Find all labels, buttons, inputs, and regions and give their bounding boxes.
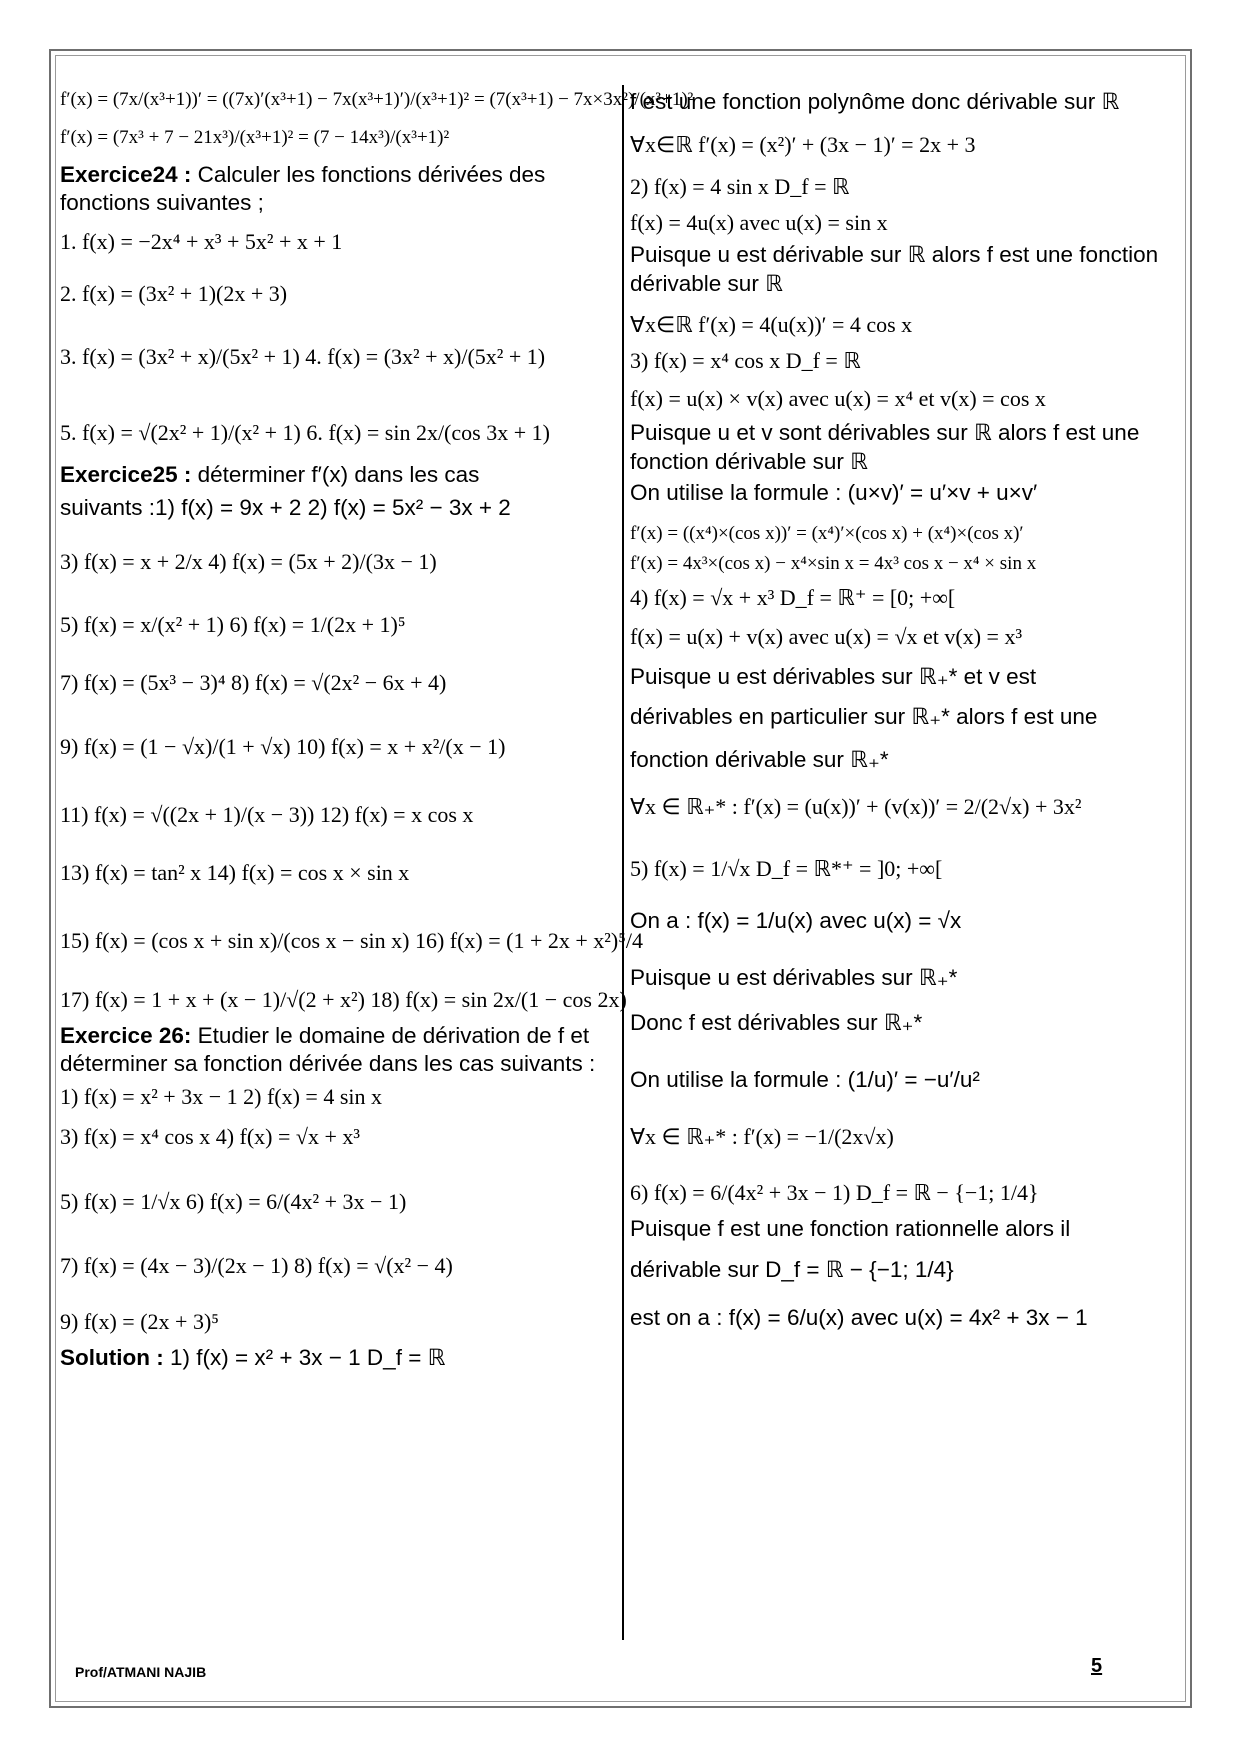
line-content: 1) f(x) = x² + 3x − 1 D_f = ℝ	[163, 1345, 446, 1371]
line-content: 4) f(x) = √x + x³ D_f = ℝ⁺ = [0; +∞[	[630, 585, 956, 611]
line-content: 5. f(x) = √(2x² + 1)/(x² + 1) 6. f(x) = sin 2x/(cos 3x + 1)	[60, 419, 550, 445]
line-content: f′(x) = 4x³×(cos x) − x⁴×sin x = 4x³ cos x − x⁴ × sin x	[630, 553, 1037, 575]
formula-line	[630, 522, 1182, 546]
formula-line	[60, 1252, 615, 1280]
line-content: 1. f(x) = −2x⁴ + x³ + 5x² + x + 1	[60, 229, 343, 255]
text-line	[630, 663, 1182, 692]
text-line	[630, 703, 1182, 732]
formula-line	[60, 801, 615, 829]
line-content: 7) f(x) = (4x − 3)/(2x − 1) 8) f(x) = √(x² − 4)	[60, 1252, 453, 1278]
formula-line	[60, 126, 615, 150]
line-content: Puisque f est une fonction rationnelle alors il	[630, 1215, 1071, 1241]
formula-line	[630, 793, 1182, 821]
formula-line	[630, 131, 1182, 159]
formula-line	[60, 419, 615, 447]
line-content: f′(x) = (7x³ + 7 − 21x³)/(x³+1)² = (7 − 14x³)/(x³+1)²	[60, 127, 450, 149]
line-content: f(x) = u(x) + v(x) avec u(x) = √x et v(x) = x³	[630, 623, 1023, 649]
formula-line	[630, 552, 1182, 576]
line-content: 1) f(x) = x² + 3x − 1 2) f(x) = 4 sin x	[60, 1084, 383, 1110]
text-line	[630, 1009, 1182, 1038]
line-content: 3. f(x) = (3x² + x)/(5x² + 1) 4. f(x) = (3x² + x)/(5x² + 1)	[60, 343, 546, 369]
formula-line	[60, 228, 615, 256]
text-line	[60, 494, 615, 523]
formula-line	[630, 855, 1182, 883]
line-content: f′(x) = ((x⁴)×(cos x))′ = (x⁴)′×(cos x) + (x⁴)×(cos x)′	[630, 522, 1024, 544]
formula-line	[630, 347, 1182, 375]
line-content: ∀x ∈ ℝ₊* : f′(x) = (u(x))′ + (v(x))′ = 2/(2√x) + 3x²	[630, 794, 1082, 820]
text-line	[630, 241, 1182, 299]
formula-line	[60, 280, 615, 308]
line-content: 9) f(x) = (1 − √x)/(1 + √x) 10) f(x) = x + x²/(x − 1)	[60, 733, 506, 759]
formula-line	[60, 343, 615, 371]
text-line	[630, 1304, 1182, 1333]
formula-line	[630, 209, 1182, 237]
line-content: suivants :1) f(x) = 9x + 2 2) f(x) = 5x² − 3x + 2	[60, 494, 511, 520]
line-content: Donc f est dérivables sur ℝ₊*	[630, 1009, 923, 1035]
exercise-heading: Solution :	[60, 1345, 164, 1371]
text-line	[630, 1066, 1182, 1095]
line-content: 2) f(x) = 4 sin x D_f = ℝ	[630, 173, 850, 199]
line-content: dérivables en particulier sur ℝ₊* alors f est une	[630, 704, 1098, 730]
line-content: Puisque u est dérivables sur ℝ₊*	[630, 965, 958, 991]
formula-line	[630, 173, 1182, 201]
formula-line	[60, 1308, 615, 1336]
formula-line	[60, 927, 643, 955]
line-content: f(x) = u(x) × v(x) avec u(x) = x⁴ et v(x) = cos x	[630, 386, 1046, 412]
text-line	[630, 907, 1182, 936]
line-content: 11) f(x) = √((2x + 1)/(x − 3)) 12) f(x) = x cos x	[60, 802, 474, 828]
text-line	[60, 1344, 615, 1373]
text-line	[630, 1256, 1182, 1285]
line-content: f′(x) = (7x/(x³+1))′ = ((7x)′(x³+1) − 7x(x³+1)′)/(x³+1)² = (7(x³+1) − 7x×3x²)/(x³+1)²	[60, 89, 694, 110]
line-content: Puisque u est dérivables sur ℝ₊* et v est	[630, 663, 1037, 689]
line-content: On a : f(x) = 1/u(x) avec u(x) = √x	[630, 908, 962, 934]
formula-line	[60, 548, 615, 576]
line-content: 17) f(x) = 1 + x + (x − 1)/√(2 + x²) 18) f(x) = sin 2x/(1 − cos 2x)	[60, 986, 627, 1012]
line-content: 3) f(x) = x⁴ cos x D_f = ℝ	[630, 348, 861, 374]
line-content: ∀x∈ℝ f′(x) = (x²)′ + (3x − 1)′ = 2x + 3	[630, 131, 976, 157]
formula-line	[630, 385, 1182, 413]
formula-line	[630, 584, 1182, 612]
line-content: Etudier le domaine de dérivation de f et déterminer sa fonction dérivée dans les cas suivants :	[60, 1022, 596, 1077]
line-content: dérivable sur D_f = ℝ − {−1; 1/4}	[630, 1256, 954, 1282]
text-line	[630, 746, 1182, 775]
formula-line	[60, 1123, 615, 1151]
line-content: 7) f(x) = (5x³ − 3)⁴ 8) f(x) = √(2x² − 6x + 4)	[60, 669, 447, 695]
line-content: 5) f(x) = 1/√x 6) f(x) = 6/(4x² + 3x − 1)	[60, 1188, 407, 1214]
text-line	[630, 419, 1182, 477]
formula-line	[630, 1179, 1182, 1207]
line-content: 5) f(x) = x/(x² + 1) 6) f(x) = 1/(2x + 1)⁵	[60, 611, 406, 637]
formula-line	[630, 311, 1182, 339]
right-column	[630, 88, 1182, 1333]
line-content: est on a : f(x) = 6/u(x) avec u(x) = 4x² + 3x − 1	[630, 1305, 1088, 1331]
formula-line	[60, 1083, 615, 1111]
line-content: déterminer f′(x) dans les cas	[191, 461, 480, 487]
line-content: 2. f(x) = (3x² + 1)(2x + 3)	[60, 281, 288, 307]
line-content: ∀x∈ℝ f′(x) = 4(u(x))′ = 4 cos x	[630, 311, 913, 337]
formula-line	[60, 669, 615, 697]
left-column	[60, 88, 694, 1373]
formula-line	[60, 1188, 615, 1216]
formula-line	[60, 733, 615, 761]
line-content: 5) f(x) = 1/√x D_f = ℝ*⁺ = ]0; +∞[	[630, 856, 943, 882]
line-content: Calculer les fonctions dérivées des fonctions suivantes ;	[60, 161, 546, 216]
text-line	[60, 1022, 615, 1080]
text-line	[630, 1215, 1182, 1244]
footer-author: Prof/ATMANI NAJIB	[75, 1664, 207, 1680]
line-content: 13) f(x) = tan² x 14) f(x) = cos x × sin x	[60, 860, 410, 886]
formula-line	[60, 986, 627, 1014]
line-content: On utilise la formule : (1/u)′ = −u′/u²	[630, 1066, 980, 1092]
line-content: 6) f(x) = 6/(4x² + 3x − 1) D_f = ℝ − {−1; 1/4}	[630, 1179, 1039, 1205]
exercise-heading: Exercice25 :	[60, 461, 192, 487]
exercise-heading: Exercice 26:	[60, 1022, 192, 1048]
text-line	[60, 461, 615, 490]
formula-line	[630, 1123, 1182, 1151]
line-content: f est une fonction polynôme donc dérivable sur ℝ	[630, 89, 1120, 114]
formula-line	[60, 88, 694, 112]
formula-line	[630, 623, 1182, 651]
column-divider	[622, 85, 624, 1640]
formula-line	[60, 859, 615, 887]
line-content: 15) f(x) = (cos x + sin x)/(cos x − sin x) 16) f(x) = (1 + 2x + x²)⁵/4	[60, 928, 643, 954]
page-number: 5	[1091, 1655, 1103, 1677]
formula-line	[60, 611, 615, 639]
line-content: 3) f(x) = x + 2/x 4) f(x) = (5x + 2)/(3x − 1)	[60, 549, 437, 575]
text-line	[630, 88, 1182, 117]
line-content: fonction dérivable sur ℝ₊*	[630, 747, 889, 773]
line-content: Puisque u est dérivable sur ℝ alors f est une fonction dérivable sur ℝ	[630, 242, 1159, 297]
line-content: ∀x ∈ ℝ₊* : f′(x) = −1/(2x√x)	[630, 1123, 894, 1149]
line-content: On utilise la formule : (u×v)′ = u′×v + u×v′	[630, 479, 1038, 505]
line-content: f(x) = 4u(x) avec u(x) = sin x	[630, 210, 888, 236]
text-line	[60, 161, 615, 219]
line-content: 3) f(x) = x⁴ cos x 4) f(x) = √x + x³	[60, 1124, 360, 1150]
text-line	[630, 479, 1182, 508]
exercise-heading: Exercice24 :	[60, 161, 192, 187]
line-content: 9) f(x) = (2x + 3)⁵	[60, 1308, 219, 1334]
line-content: Puisque u et v sont dérivables sur ℝ alors f est une fonction dérivable sur ℝ	[630, 420, 1140, 475]
text-line	[630, 964, 1182, 993]
